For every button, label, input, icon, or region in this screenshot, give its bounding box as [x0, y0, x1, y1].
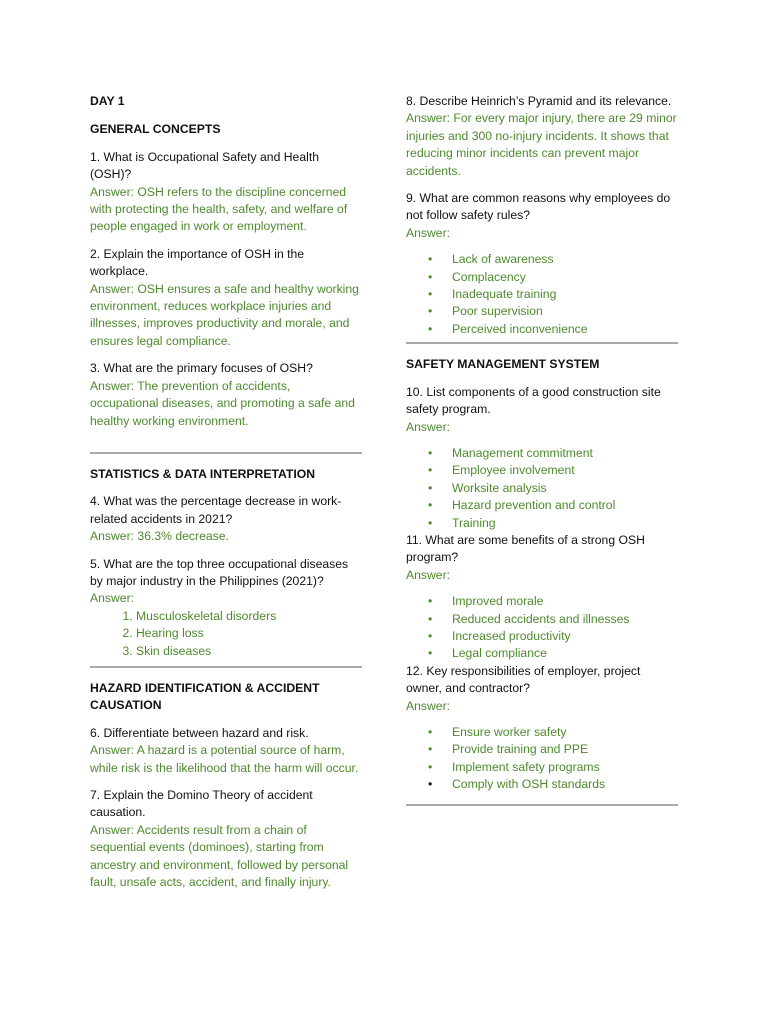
- answer-list-5: [90, 608, 362, 660]
- question-11: 11. What are some benefits of a strong OSH program?: [406, 532, 645, 565]
- list-item: • Perceived inconvenience: [452, 321, 678, 338]
- bullet-icon: •: [428, 646, 433, 661]
- answer-3: Answer: The prevention of accidents, occupational diseases, and promoting a safe and healthy working environment.: [90, 378, 355, 428]
- right-column: [406, 93, 678, 818]
- list-item: • Employee involvement: [452, 462, 678, 479]
- list-item: 3. Skin diseases: [136, 643, 362, 660]
- qa-item-1: [90, 149, 362, 236]
- list-item: • Worksite analysis: [452, 480, 678, 497]
- left-column: [90, 93, 362, 901]
- question-9: 9. What are common reasons why employees do not follow safety rules?: [406, 191, 671, 223]
- bullet-icon: •: [428, 498, 433, 513]
- question-10: 10. List components of a good construction site safety program.: [406, 384, 661, 417]
- bullet-icon: •: [428, 742, 433, 757]
- list-item: • Inadequate training: [452, 286, 678, 303]
- bullet-icon: •: [428, 628, 433, 643]
- section-heading-safety-management: SAFETY MANAGEMENT SYSTEM: [406, 357, 600, 372]
- list-item: • Ensure worker safety: [452, 724, 678, 741]
- bullet-icon: •: [428, 759, 433, 774]
- list-item: • Management commitment: [452, 445, 678, 462]
- answer-7: Answer: Accidents result from a chain of sequential events (dominoes), starting from ancestry and environment, followed by personal fault, unsafe acts, accident, and finally injury.: [90, 822, 349, 890]
- qa-item-9: [406, 190, 678, 338]
- qa-item-12: [406, 663, 678, 794]
- answer-label-10: Answer:: [406, 419, 451, 434]
- bullet-icon: •: [428, 269, 433, 284]
- question-8: 8. Describe Heinrich’s Pyramid and its relevance.: [406, 94, 672, 108]
- qa-item-11: [406, 532, 678, 663]
- section-divider: [406, 342, 678, 344]
- question-4: 4. What was the percentage decrease in work-related accidents in 2021?: [90, 494, 342, 526]
- answer-6: Answer: A hazard is a potential source of harm, while risk is the likelihood that the harm will occur.: [90, 743, 359, 775]
- answer-label-12: Answer:: [406, 698, 451, 713]
- answer-label-5: Answer:: [90, 591, 135, 606]
- list-item: • Implement safety programs: [452, 759, 678, 776]
- section-heading-general-concepts: GENERAL CONCEPTS: [90, 122, 221, 137]
- question-5: 5. What are the top three occupational diseases by major industry in the Philippines (2021)?: [90, 556, 349, 588]
- list-item: • Complacency: [452, 269, 678, 286]
- list-item: • Provide training and PPE: [452, 741, 678, 758]
- answer-1: Answer: OSH refers to the discipline concerned with protecting the health, safety, and welfare of people engaged in work or employment.: [90, 184, 348, 234]
- qa-item-7: [90, 787, 362, 891]
- answer-label-9: Answer:: [406, 225, 451, 240]
- list-item: • Reduced accidents and illnesses: [452, 611, 678, 628]
- spacer: [90, 440, 362, 452]
- bullet-icon: •: [428, 480, 433, 495]
- bullet-icon: •: [428, 445, 433, 460]
- bullet-icon: •: [428, 321, 433, 336]
- bullet-icon: •: [428, 304, 433, 319]
- bullet-icon: •: [428, 725, 433, 739]
- question-7: 7. Explain the Domino Theory of accident causation.: [90, 788, 313, 820]
- bullet-icon: •: [428, 252, 433, 267]
- bullet-icon: •: [428, 287, 433, 302]
- list-item: • Poor supervision: [452, 303, 678, 320]
- list-item: 2. Hearing loss: [136, 625, 362, 642]
- section-divider: [406, 804, 678, 806]
- list-item: 1. Musculoskeletal disorders: [136, 608, 362, 625]
- bullet-icon: •: [428, 611, 433, 626]
- section-heading-hazard: HAZARD IDENTIFICATION & ACCIDENT CAUSATION: [90, 680, 320, 713]
- answer-list-9: [406, 251, 678, 338]
- qa-item-4: [90, 493, 362, 545]
- list-item: • Hazard prevention and control: [452, 497, 678, 514]
- qa-item-10: [406, 384, 678, 532]
- question-6: 6. Differentiate between hazard and risk.: [90, 725, 309, 740]
- question-2: 2. Explain the importance of OSH in the workplace.: [90, 246, 305, 279]
- answer-label-11: Answer:: [406, 567, 451, 582]
- answer-list-12: [406, 724, 678, 794]
- list-item: • Lack of awareness: [452, 251, 678, 268]
- qa-item-3: [90, 360, 362, 430]
- list-item: • Increased productivity: [452, 628, 678, 645]
- section-divider: [90, 666, 362, 668]
- question-12: 12. Key responsibilities of employer, project owner, and contractor?: [406, 663, 641, 696]
- qa-item-6: [90, 725, 362, 777]
- qa-item-8: [406, 93, 678, 180]
- answer-8: Answer: For every major injury, there are 29 minor injuries and 300 no-injury incidents. It shows that reducing minor incidents can prevent major accidents.: [406, 111, 677, 178]
- section-divider: [90, 452, 362, 454]
- answer-list-11: [406, 593, 678, 663]
- answer-list-10: [406, 445, 678, 532]
- list-item: • Improved morale: [452, 593, 678, 610]
- question-1: 1. What is Occupational Safety and Health (OSH)?: [90, 149, 319, 182]
- bullet-icon: •: [428, 463, 433, 478]
- bullet-icon: •: [428, 777, 433, 792]
- list-item: • Training: [452, 515, 678, 532]
- answer-2: Answer: OSH ensures a safe and healthy working environment, reduces workplace injuries and illnesses, improves productivity and morale, and ensures legal compliance.: [90, 281, 359, 348]
- question-3: 3. What are the primary focuses of OSH?: [90, 361, 313, 376]
- list-item: • Comply with OSH standards: [452, 776, 678, 793]
- bullet-icon: •: [428, 515, 433, 530]
- section-heading-statistics: STATISTICS & DATA INTERPRETATION: [90, 466, 315, 481]
- qa-item-5: [90, 556, 362, 660]
- bullet-icon: •: [428, 594, 433, 609]
- day-title: DAY 1: [90, 94, 125, 108]
- answer-4: Answer: 36.3% decrease.: [90, 529, 229, 544]
- qa-item-2: [90, 246, 362, 350]
- list-item: • Legal compliance: [452, 645, 678, 662]
